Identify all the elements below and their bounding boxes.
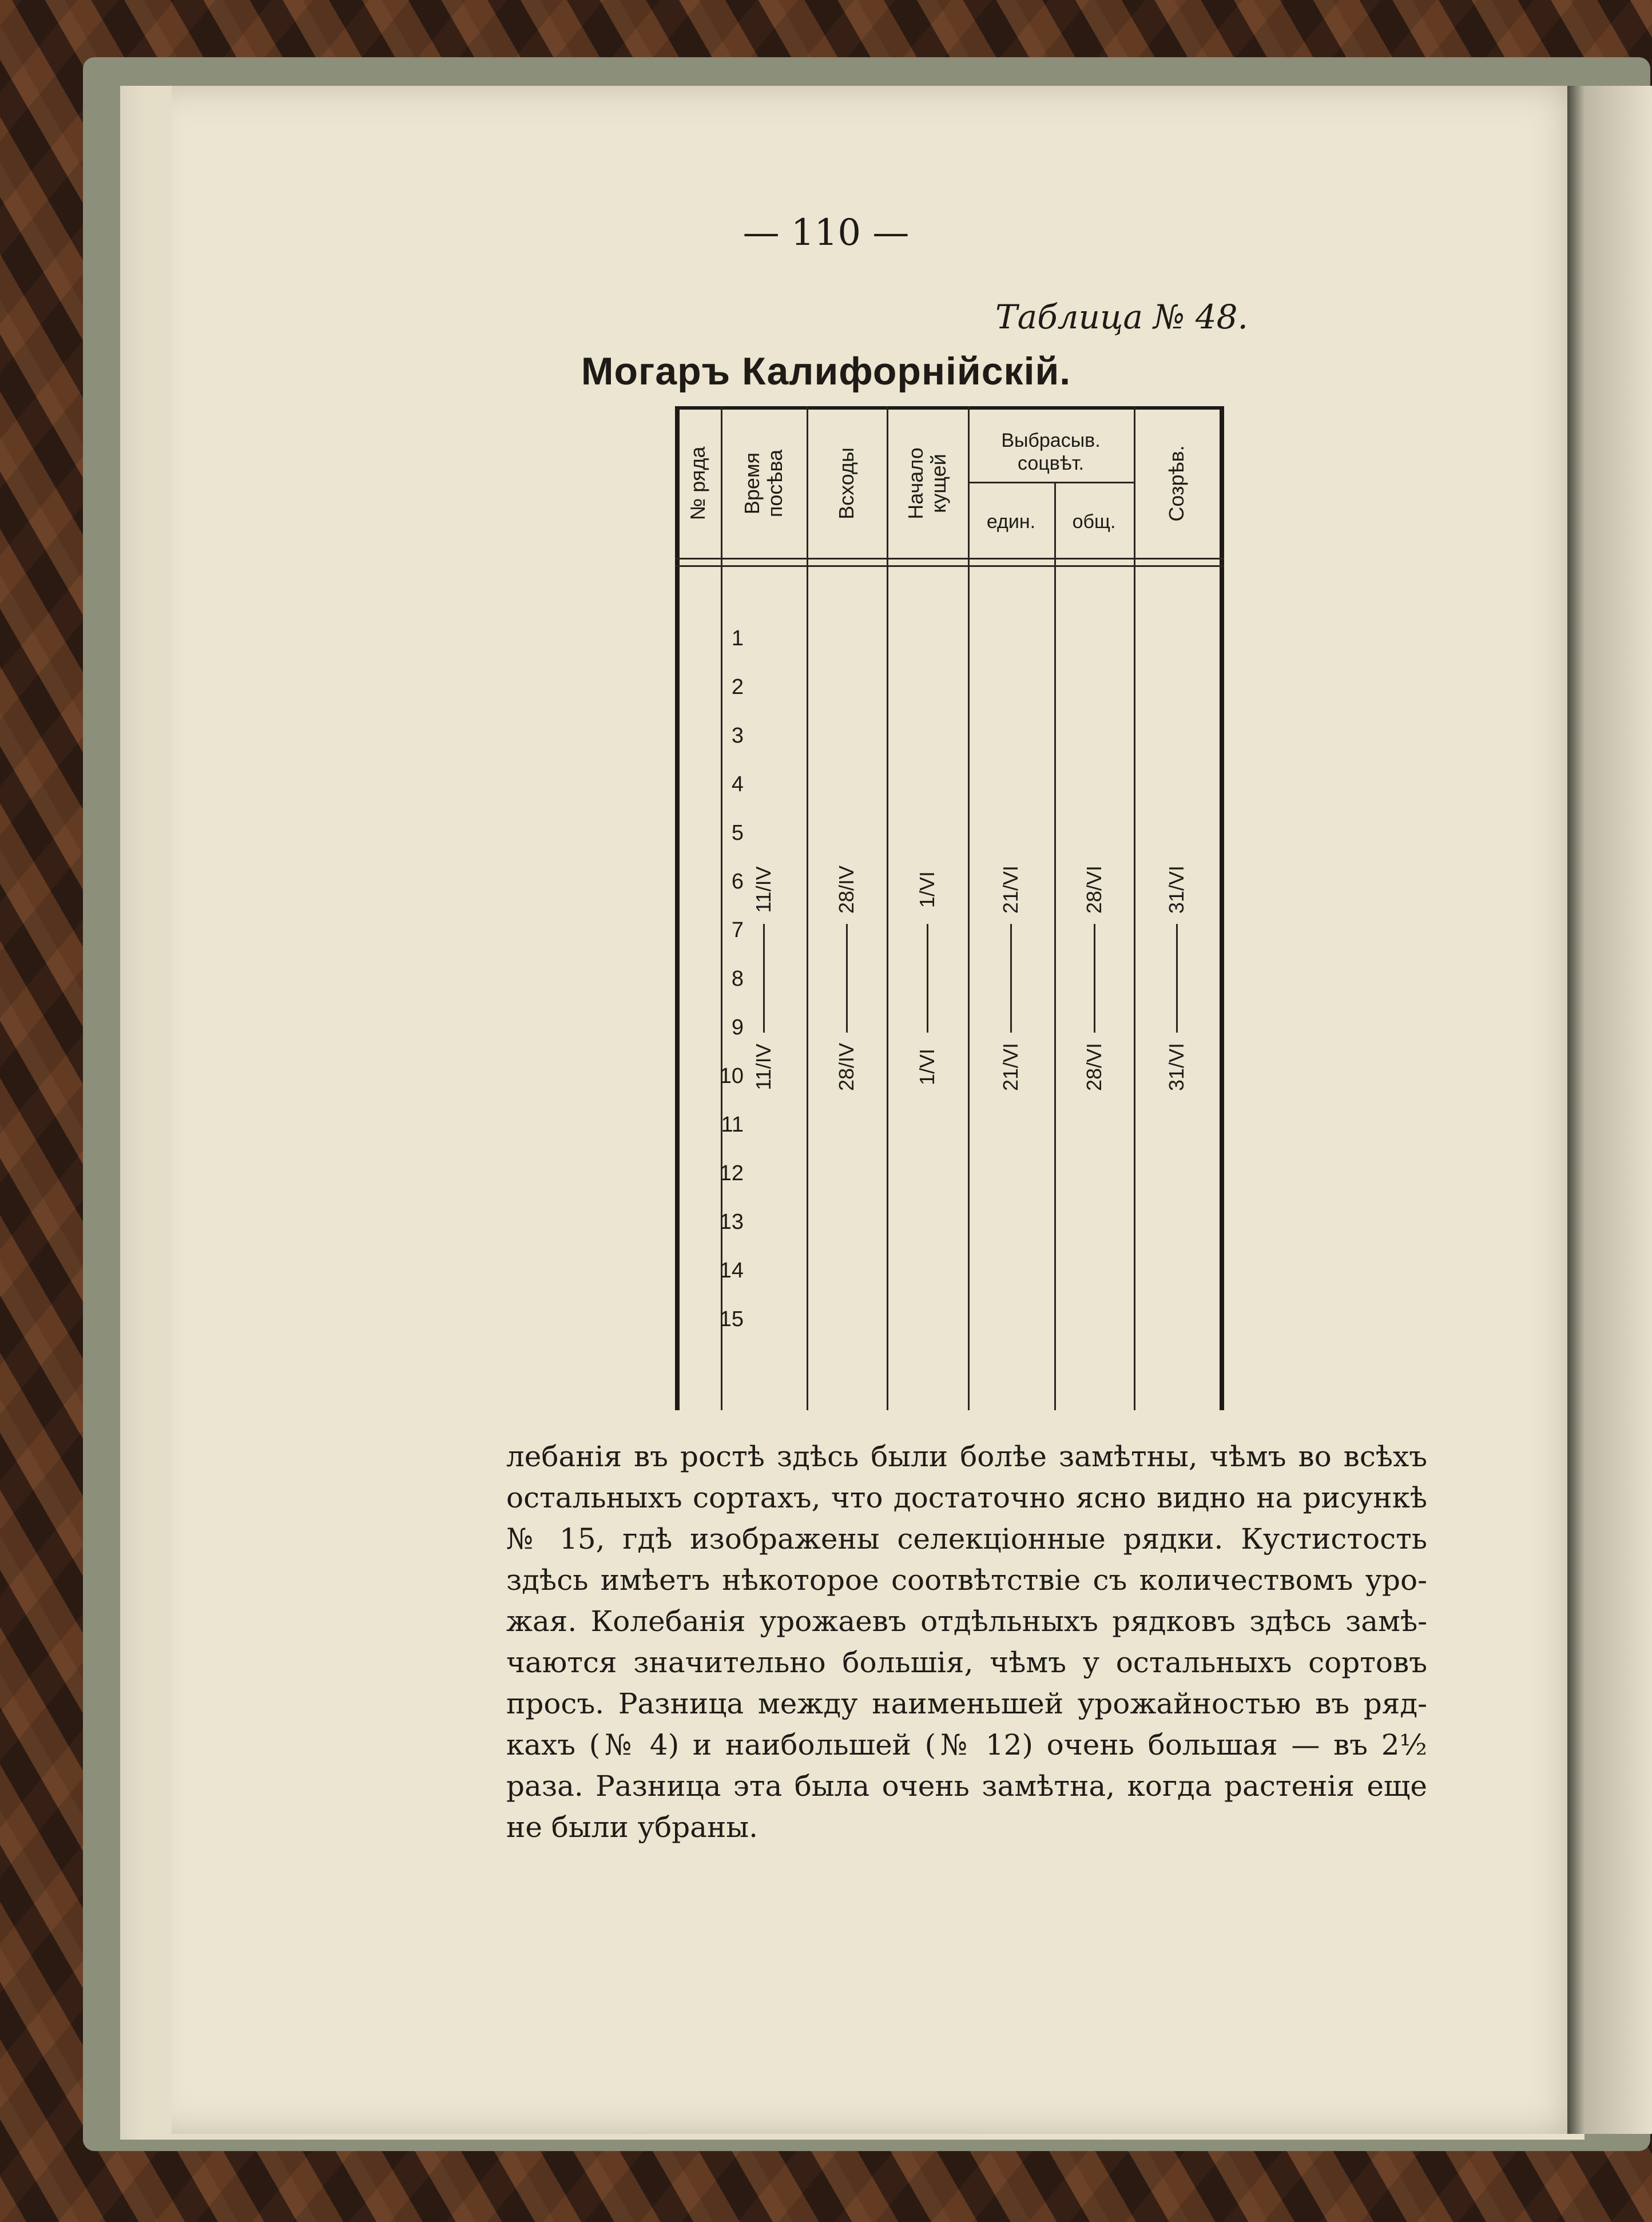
row-number: 13 [719, 1210, 744, 1234]
table-title: Могаръ Калифорнійскій. [581, 350, 1071, 393]
row-number: 6 [731, 870, 744, 894]
header-earing-line1: Выбрасыв. [1001, 430, 1101, 451]
sowing-value-top: 11/IV [752, 866, 775, 913]
row-number: 15 [719, 1307, 744, 1331]
header-earing-single: един. [986, 511, 1036, 533]
col-rule [968, 406, 970, 1410]
data-table [675, 406, 1224, 1410]
header-sowing-line1: Время [740, 452, 764, 515]
row-number: 3 [731, 724, 744, 748]
table-top-rule [675, 406, 1224, 410]
header-tillering-line1: Начало [904, 447, 927, 519]
table-number: Таблица № 48. [995, 297, 1248, 336]
paragraph-line: № 15, гдѣ изображены селекціонные рядки. Кустистость [506, 1522, 1427, 1556]
header-row-no: № ряда [686, 446, 709, 521]
row-number: 11 [721, 1113, 744, 1137]
header-shoots: Всходы [835, 447, 858, 519]
ditto-line [763, 924, 765, 1033]
row-number: 2 [731, 675, 744, 699]
paragraph-line: раза. Разница эта была очень замѣтна, когда растенія еще [506, 1769, 1427, 1803]
header-earing-group [968, 429, 1134, 475]
earing-single-value-bottom: 21/VI [999, 1042, 1022, 1092]
page-number: — 110 — [742, 212, 910, 254]
table-right-rule [1220, 406, 1224, 1410]
header-separator [675, 558, 1224, 567]
ripening-value-bottom: 31/VI [1165, 1042, 1188, 1092]
header-sowing-line2: посѣва [763, 449, 787, 518]
header-tillering [904, 447, 950, 519]
paragraph-line: здѣсь имѣетъ нѣкоторое соотвѣтствіе съ количествомъ уро- [506, 1564, 1427, 1597]
ditto-line [846, 924, 848, 1033]
header-earing-total: общ. [1072, 511, 1116, 533]
paragraph-line: жая. Колебанія урожаевъ отдѣльныхъ рядковъ здѣсь замѣ- [506, 1605, 1427, 1638]
paragraph-line: не были убраны. [506, 1811, 759, 1844]
row-number: 9 [731, 1015, 744, 1039]
col-rule [1134, 406, 1135, 1410]
paragraph-line: кахъ (№ 4) и наибольшей (№ 12) очень большая — въ 2½ [506, 1728, 1427, 1761]
subheader-rule [968, 482, 1134, 483]
header-tillering-line2: кущей [927, 454, 950, 513]
col-rule [887, 406, 888, 1410]
ripening-value-top: 31/VI [1165, 865, 1188, 914]
ditto-line [1010, 924, 1012, 1033]
ditto-line [927, 924, 928, 1033]
earing-total-value-bottom: 28/VI [1082, 1042, 1106, 1092]
row-number: 4 [731, 772, 744, 796]
shoots-value-top: 28/IV [835, 865, 858, 914]
earing-total-value-top: 28/VI [1082, 865, 1106, 914]
col-rule [1054, 482, 1056, 1410]
row-number: 12 [719, 1161, 744, 1185]
paragraph-line: лебанія въ ростѣ здѣсь были болѣе замѣтны, чѣмъ во всѣхъ [506, 1440, 1427, 1473]
table-left-rule [675, 406, 680, 1410]
ditto-line [1176, 924, 1178, 1033]
col-rule [807, 406, 808, 1410]
header-sowing [741, 450, 787, 517]
paragraph-line: просъ. Разница между наименьшей урожайностью въ ряд- [506, 1687, 1427, 1720]
row-number: 10 [719, 1064, 744, 1088]
body-paragraph [506, 1436, 1427, 1848]
header-ripening: Созрѣв. [1165, 445, 1188, 522]
header-earing-line2: соцвѣт. [1018, 453, 1084, 474]
row-number: 14 [719, 1259, 744, 1283]
row-number: 8 [731, 967, 744, 991]
row-number: 7 [731, 918, 744, 942]
paragraph-line: остальныхъ сортахъ, что достаточно ясно видно на рисункѣ [506, 1481, 1427, 1514]
paragraph-line: чаются значительно большія, чѣмъ у остальныхъ сортовъ [506, 1646, 1427, 1679]
tillering-value-top: 1/VI [915, 871, 939, 908]
ditto-line [1094, 924, 1095, 1033]
earing-single-value-top: 21/VI [999, 865, 1022, 914]
row-number: 5 [731, 821, 744, 845]
tillering-value-bottom: 1/VI [915, 1048, 939, 1086]
row-number: 1 [731, 626, 744, 650]
sowing-value-bottom: 11/IV [752, 1043, 775, 1090]
shoots-value-bottom: 28/IV [835, 1042, 858, 1092]
